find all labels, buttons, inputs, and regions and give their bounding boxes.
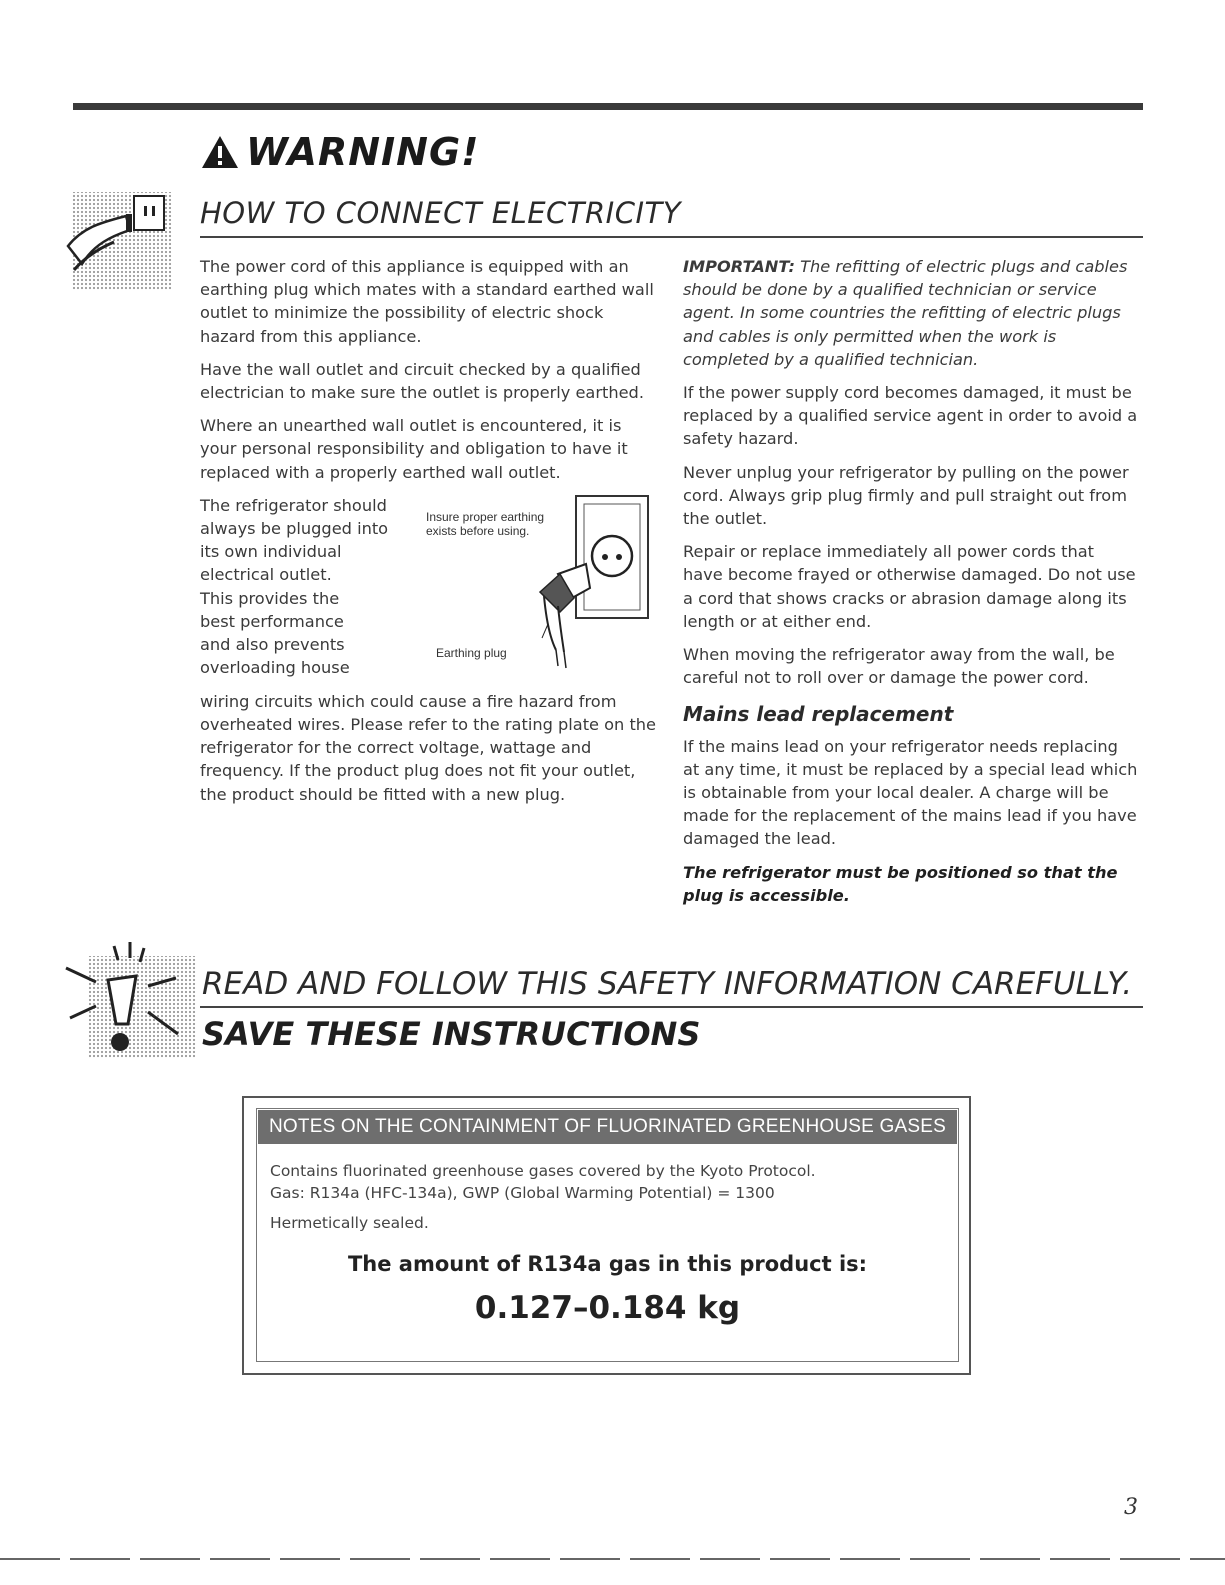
right-column xyxy=(683,255,1138,917)
top-rule xyxy=(73,103,1143,110)
paragraph: When moving the refrigerator away from the wall, be careful not to roll over or damage the power cord. xyxy=(683,645,1115,688)
paragraph: If the mains lead on your refrigerator needs replacing at any time, it must be replaced by a special lead which is obtainable from your local dealer. A charge will be made for the replacement of the mains lead if you have damaged the lead. xyxy=(683,736,1138,849)
important-paragraph: IMPORTANT: The refitting of electric plugs and cables should be done by a qualified technician or service agent. In some countries the refitting of electric plugs and cables is only permitted when the work is completed by a qualified technician. xyxy=(683,257,1128,369)
bottom-rule xyxy=(0,1558,1225,1560)
paragraph: Have the wall outlet and circuit checked by a qualified electrician to make sure the outlet is properly earthed. xyxy=(200,359,644,403)
paragraph: Where an unearthed wall outlet is encountered, it is your personal responsibility and obligation to have it replaced with a properly earthed wall outlet. xyxy=(200,416,628,482)
figure-side-text: The refrigerator should always be plugged into its own individual electrical outlet. This provides the best performance and also prevents overloading house xyxy=(200,495,389,678)
paragraph: Repair or replace immediately all power cords that have become frayed or otherwise damaged. Do not use a cord that shows cracks or abrasion damage along its length or at either end. xyxy=(683,542,1136,631)
section-rule xyxy=(200,236,1143,238)
important-label: IMPORTANT: xyxy=(683,257,795,276)
warning-text: WARNING! xyxy=(246,130,480,174)
figure-caption-plug: Earthing plug xyxy=(436,645,507,660)
paragraph: Never unplug your refrigerator by pulling on the power cord. Always grip plug firmly and pull straight out from the outlet. xyxy=(683,462,1129,529)
section-rule xyxy=(200,1006,1143,1008)
notes-line: Contains fluorinated greenhouse gases covered by the Kyoto Protocol. xyxy=(270,1162,816,1180)
paragraph: The power cord of this appliance is equipped with an earthing plug which mates with a standard earthed wall outlet to minimize the possibility of electric shock hazard from this appliance. xyxy=(200,257,654,346)
notes-box-body xyxy=(270,1160,950,1242)
notes-line: Gas: R134a (HFC-134a), GWP (Global Warming Potential) = 1300 xyxy=(270,1184,775,1202)
safety-read-title: READ AND FOLLOW THIS SAFETY INFORMATION CAREFULLY. xyxy=(202,966,1133,1002)
safety-alert-icon xyxy=(56,938,196,1058)
warning-triangle-icon xyxy=(200,134,240,170)
outlet-figure-block xyxy=(200,494,662,690)
notes-line: Hermetically sealed. xyxy=(270,1214,429,1232)
left-column xyxy=(200,255,662,816)
gas-amount-value: 0.127–0.184 kg xyxy=(474,1290,741,1326)
gas-amount-label: The amount of R134a gas in this product is: xyxy=(347,1252,868,1276)
save-instructions-title: SAVE THESE INSTRUCTIONS xyxy=(202,1015,701,1053)
page-number: 3 xyxy=(1124,1495,1138,1520)
paragraph: If the power supply cord becomes damaged, it must be replaced by a qualified service agent in order to avoid a safety hazard. xyxy=(683,383,1138,449)
section-title-connect-electricity: HOW TO CONNECT ELECTRICITY xyxy=(200,196,681,230)
notes-box-title: NOTES ON THE CONTAINMENT OF FLUORINATED GREENHOUSE GASES xyxy=(258,1110,957,1144)
figure-caption-top: Insure proper earthing exists before using. xyxy=(426,509,545,538)
mains-lead-heading: Mains lead replacement xyxy=(683,702,954,727)
plug-outlet-icon xyxy=(64,186,174,294)
plug-accessible-note: The refrigerator must be positioned so that the plug is accessible. xyxy=(683,862,1118,905)
paragraph: wiring circuits which could cause a fire hazard from overheated wires. Please refer to the rating plate on the refrigerator for the correct voltage, wattage and frequency. If the product plug does not fit your outlet, the product should be fitted with a new plug. xyxy=(200,691,657,804)
warning-heading xyxy=(200,130,480,174)
